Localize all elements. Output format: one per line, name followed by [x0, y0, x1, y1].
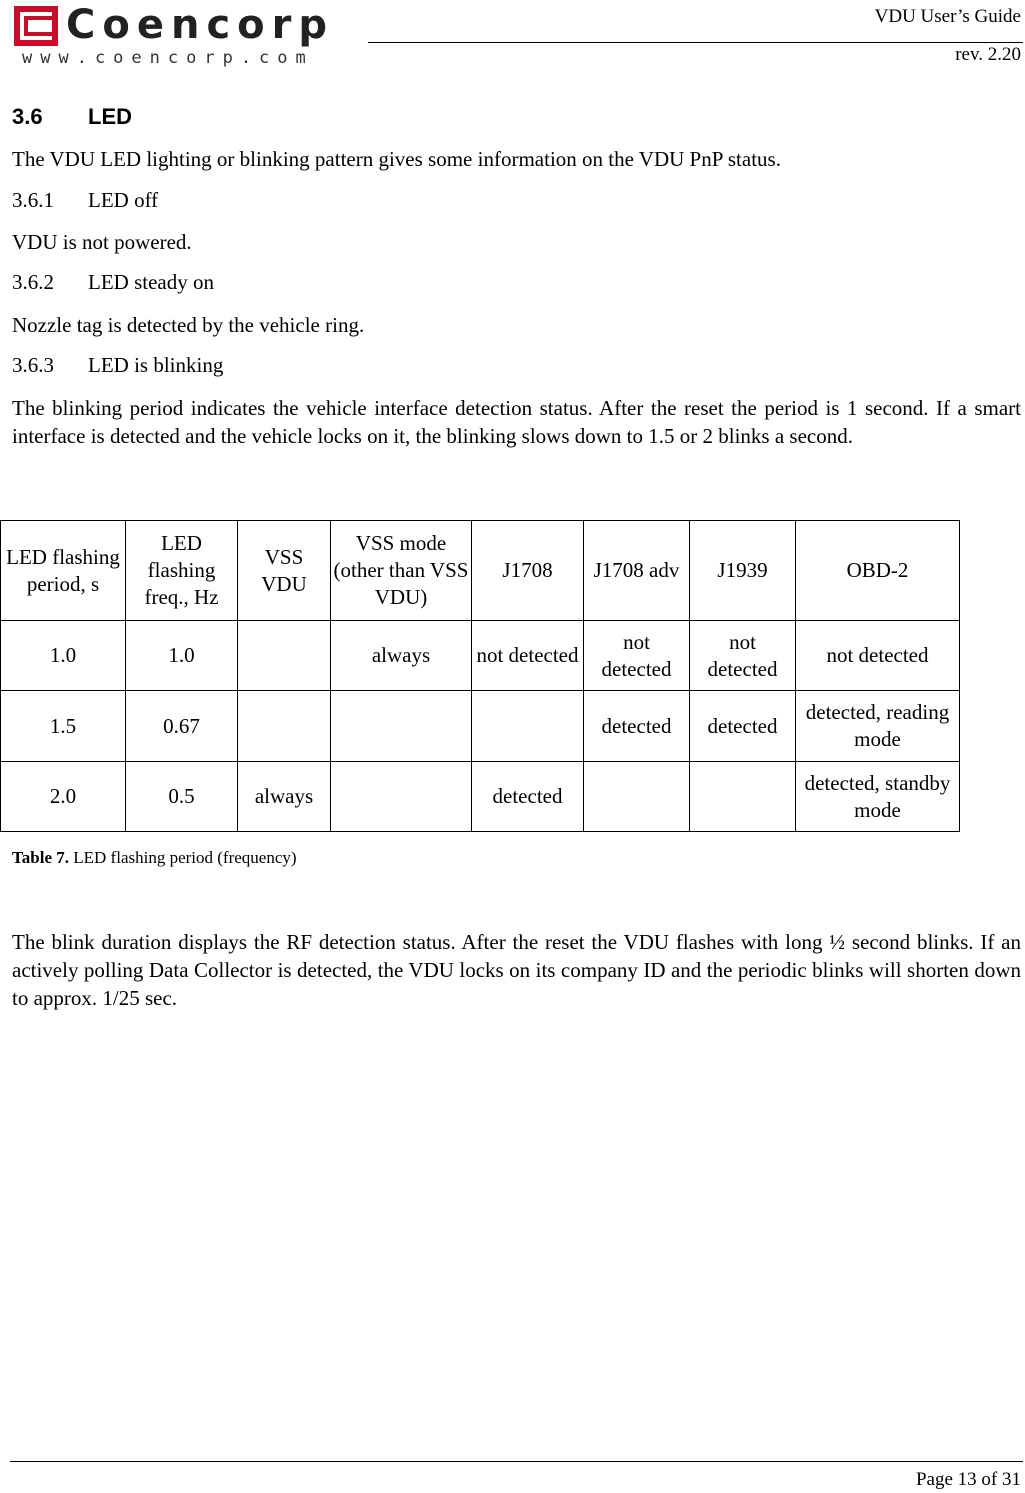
subsection-heading-led-blinking	[12, 353, 223, 378]
table-cell	[690, 762, 796, 832]
table-cell: 2.0	[1, 762, 126, 832]
column-header: J1708	[472, 521, 584, 621]
table-cell: detected	[584, 691, 690, 762]
subsection-text-led-off: VDU is not powered.	[12, 230, 192, 254]
section-number: 3.6	[12, 104, 43, 129]
page-number: Page 13 of 31	[915, 1469, 1021, 1490]
table-cell: always	[238, 762, 331, 832]
table-cell: not detected	[690, 621, 796, 691]
subsection-number: 3.6.2	[12, 270, 54, 294]
subsection-number: 3.6.1	[12, 188, 54, 212]
table-row	[1, 762, 960, 832]
logo-url: www.coencorp.com	[22, 48, 314, 68]
table-cell: not detected	[796, 621, 960, 691]
subsection-text-led-blinking: The blinking period indicates the vehicle interface detection status. After the reset the period is 1 second. If a smart interface is detected and the vehicle locks on it, the blinking slows down to 1.5 or 2 blinks a second.	[12, 396, 1021, 448]
table-cell: 1.0	[1, 621, 126, 691]
table-header-row	[1, 521, 960, 621]
subsection-heading-led-off	[12, 188, 158, 213]
section-intro: The VDU LED lighting or blinking pattern gives some information on the VDU PnP status.	[12, 147, 781, 171]
subsection-title: LED steady on	[88, 270, 214, 294]
column-header: VSS VDU	[238, 521, 331, 621]
subsection-title: LED is blinking	[88, 353, 224, 377]
table-cell	[472, 691, 584, 762]
header-divider	[368, 42, 1023, 43]
table-cell	[584, 762, 690, 832]
table-cell: 1.0	[126, 621, 238, 691]
table-row	[1, 691, 960, 762]
column-header: LED flashing freq., Hz	[126, 521, 238, 621]
table-cell: 1.5	[1, 691, 126, 762]
table-cell: detected, standby mode	[796, 762, 960, 832]
table-cell: detected	[690, 691, 796, 762]
table-cell: not detected	[472, 621, 584, 691]
table-cell: 0.5	[126, 762, 238, 832]
column-header: J1939	[690, 521, 796, 621]
table-cell: 0.67	[126, 691, 238, 762]
section-title: LED	[88, 104, 132, 129]
table-caption-text: LED flashing period (frequency)	[73, 848, 297, 867]
subsection-heading-led-steady	[12, 270, 214, 295]
table-cell	[238, 621, 331, 691]
led-flashing-table	[0, 520, 960, 832]
subsection-text-led-steady: Nozzle tag is detected by the vehicle ring.	[12, 313, 365, 337]
subsection-number: 3.6.3	[12, 353, 54, 377]
section-heading	[12, 104, 132, 130]
table-caption	[12, 848, 297, 868]
column-header: J1708 adv	[584, 521, 690, 621]
table-caption-label: Table 7.	[12, 848, 70, 867]
coencorp-logo-mark-icon	[14, 6, 58, 46]
closing-paragraph: The blink duration displays the RF detection status. After the reset the VDU flashes with long ½ second blinks. If an actively polling Data Collector is detected, the VDU locks on its company ID and the periodic blinks will shorten down to approx. 1/25 sec.	[12, 930, 1021, 1010]
table-cell: always	[331, 621, 472, 691]
logo-wordmark: Coencorp	[66, 2, 334, 48]
table-cell	[331, 691, 472, 762]
table-cell: detected, reading mode	[796, 691, 960, 762]
column-header: VSS mode (other than VSS VDU)	[331, 521, 472, 621]
table-row	[1, 621, 960, 691]
table-cell: not detected	[584, 621, 690, 691]
table-cell	[331, 762, 472, 832]
footer-divider	[10, 1461, 1023, 1462]
column-header: LED flashing period, s	[1, 521, 126, 621]
document-title: VDU User’s Guide	[874, 6, 1021, 27]
table-cell	[238, 691, 331, 762]
subsection-title: LED off	[88, 188, 159, 212]
table-cell: detected	[472, 762, 584, 832]
column-header: OBD-2	[796, 521, 960, 621]
document-revision: rev. 2.20	[955, 44, 1021, 65]
coencorp-logo	[14, 4, 334, 68]
